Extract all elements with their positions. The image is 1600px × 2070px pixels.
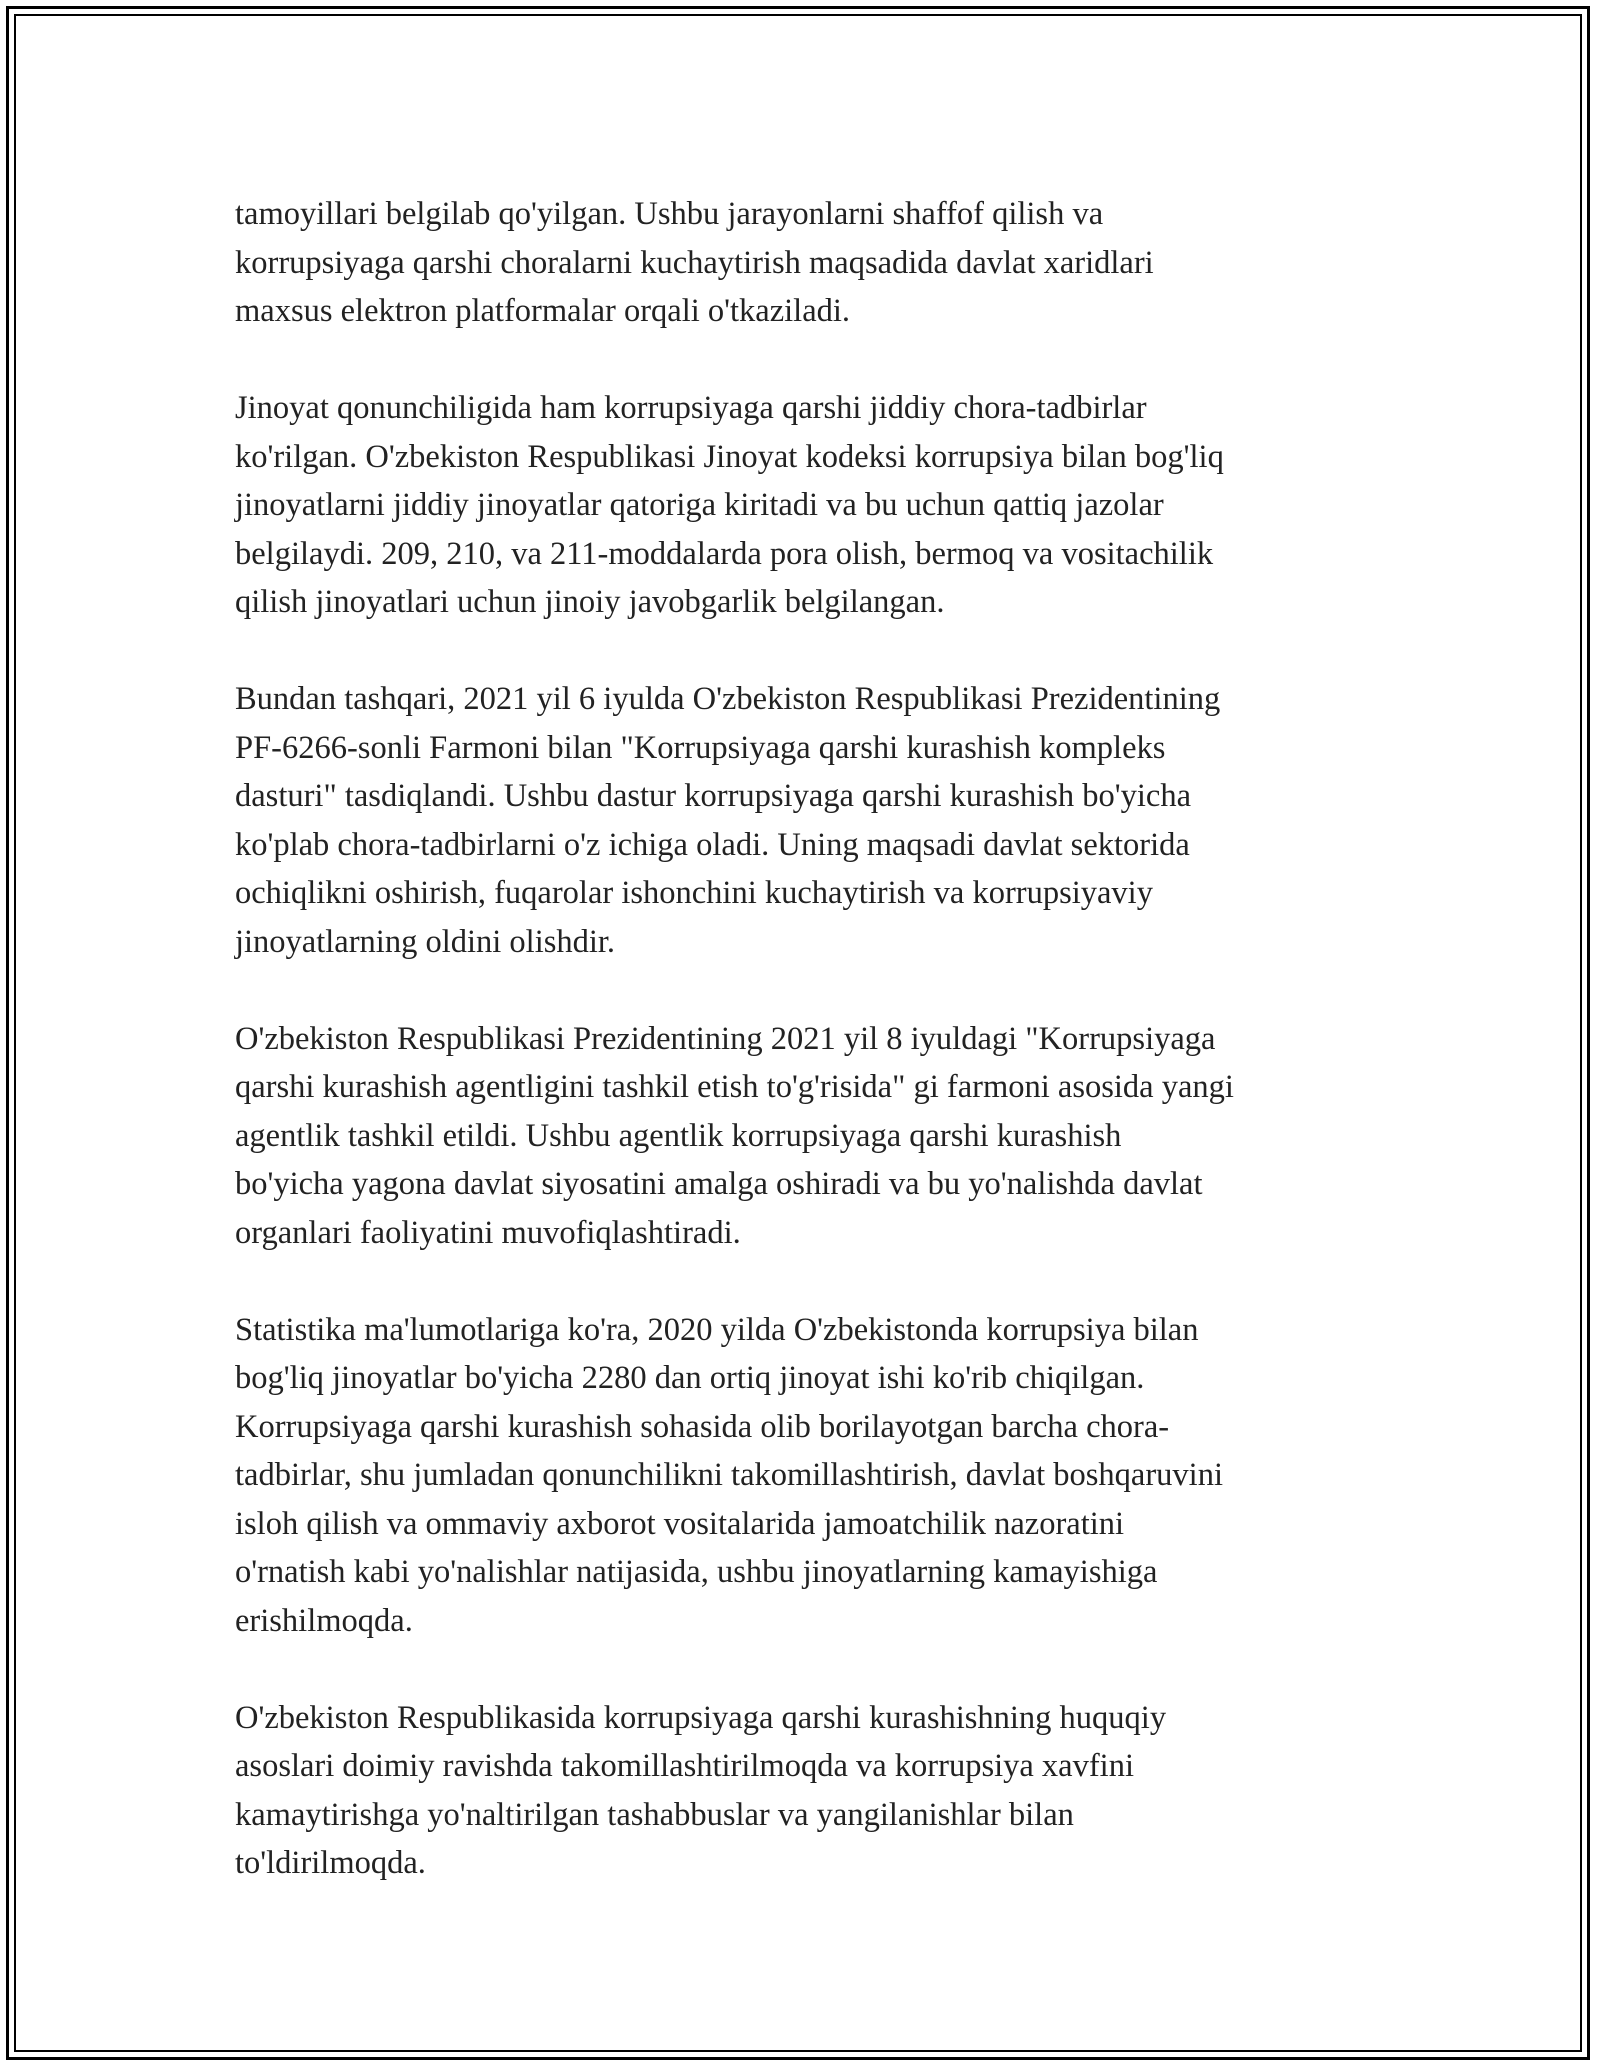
- text-line: Korrupsiyaga qarshi kurashish sohasida olib borilayotgan barcha chora-: [235, 1408, 1170, 1445]
- text-line: PF-6266-sonli Farmoni bilan "Korrupsiyaga qarshi kurashish kompleks: [235, 729, 1166, 766]
- text-line: o'rnatish kabi yo'nalishlar natijasida, ushbu jinoyatlarning kamayishiga: [235, 1554, 1158, 1590]
- text-line: qarshi kurashish agentligini tashkil etish to'g'risida" gi farmoni asosida yangi: [235, 1069, 1234, 1105]
- text-line: bog'liq jinoyatlar bo'yicha 2280 dan ortiq jinoyat ishi ko'rib chiqilgan.: [235, 1360, 1145, 1396]
- text-line: isloh qilish va ommaviy axborot vositalarida jamoatchilik nazoratini: [235, 1505, 1125, 1542]
- text-line: tamoyillari belgilab qo'yilgan. Ushbu jarayonlarni shaffof qilish va: [235, 196, 1104, 232]
- text-line: jinoyatlarning oldini olishdir.: [235, 923, 616, 960]
- text-line: qilish jinoyatlari uchun jinoiy javobgarlik belgilangan.: [235, 584, 945, 620]
- text-line: Statistika ma'lumotlariga ko'ra, 2020 yilda O'zbekistonda korrupsiya bilan: [235, 1311, 1199, 1348]
- text-line: O'zbekiston Respublikasida korrupsiyaga qarshi kurashishning huquqiy: [235, 1699, 1167, 1736]
- paragraph-statistics: [235, 1306, 1370, 1646]
- text-line: dasturi" tasdiqlandi. Ushbu dastur korrupsiyaga qarshi kurashish bo'yicha: [235, 778, 1192, 814]
- text-line: kamaytirishga yo'naltirilgan tashabbuslar va yangilanishlar bilan: [235, 1796, 1074, 1833]
- paragraph-conclusion: [235, 1694, 1370, 1888]
- text-line: ko'plab chora-tadbirlarni o'z ichiga oladi. Uning maqsadi davlat sektorida: [235, 826, 1190, 863]
- text-line: belgilaydi. 209, 210, va 211-moddalarda pora olish, bermoq va vositachilik: [235, 535, 1214, 572]
- text-line: korrupsiyaga qarshi choralarni kuchaytirish maqsadida davlat xaridlari: [235, 244, 1154, 281]
- text-line: agentlik tashkil etildi. Ushbu agentlik korrupsiyaga qarshi kurashish: [235, 1117, 1122, 1154]
- text-line: erishilmoqda.: [235, 1602, 413, 1639]
- text-line: O'zbekiston Respublikasi Prezidentining 2021 yil 8 iyuldagi "Korrupsiyaga: [235, 1020, 1216, 1057]
- text-line: Bundan tashqari, 2021 yil 6 iyulda O'zbekiston Respublikasi Prezidentining: [235, 681, 1221, 717]
- document-body: [235, 190, 1370, 1936]
- text-line: tadbirlar, shu jumladan qonunchilikni takomillashtirish, davlat boshqaruvini: [235, 1457, 1223, 1493]
- text-line: asoslari doimiy ravishda takomillashtirilmoqda va korrupsiya xavfini: [235, 1748, 1134, 1784]
- text-line: organlari faoliyatini muvofiqlashtiradi.: [235, 1214, 741, 1251]
- paragraph-decree-program: [235, 675, 1370, 966]
- paragraph-criminal-law: [235, 384, 1370, 627]
- text-line: jinoyatlarni jiddiy jinoyatlar qatoriga kiritadi va bu uchun qattiq jazolar: [235, 487, 1164, 523]
- text-line: ochiqlikni oshirish, fuqarolar ishonchini kuchaytirish va korrupsiyaviy: [235, 875, 1153, 911]
- text-line: maxsus elektron platformalar orqali o'tkaziladi.: [235, 293, 851, 329]
- text-line: to'ldirilmoqda.: [235, 1845, 426, 1881]
- text-line: ko'rilgan. O'zbekiston Respublikasi Jinoyat kodeksi korrupsiya bilan bog'liq: [235, 438, 1224, 475]
- paragraph-agency: [235, 1015, 1370, 1258]
- paragraph-procurement: [235, 190, 1370, 336]
- text-line: bo'yicha yagona davlat siyosatini amalga oshiradi va bu yo'nalishda davlat: [235, 1166, 1203, 1202]
- text-line: Jinoyat qonunchiligida ham korrupsiyaga qarshi jiddiy chora-tadbirlar: [235, 390, 1147, 426]
